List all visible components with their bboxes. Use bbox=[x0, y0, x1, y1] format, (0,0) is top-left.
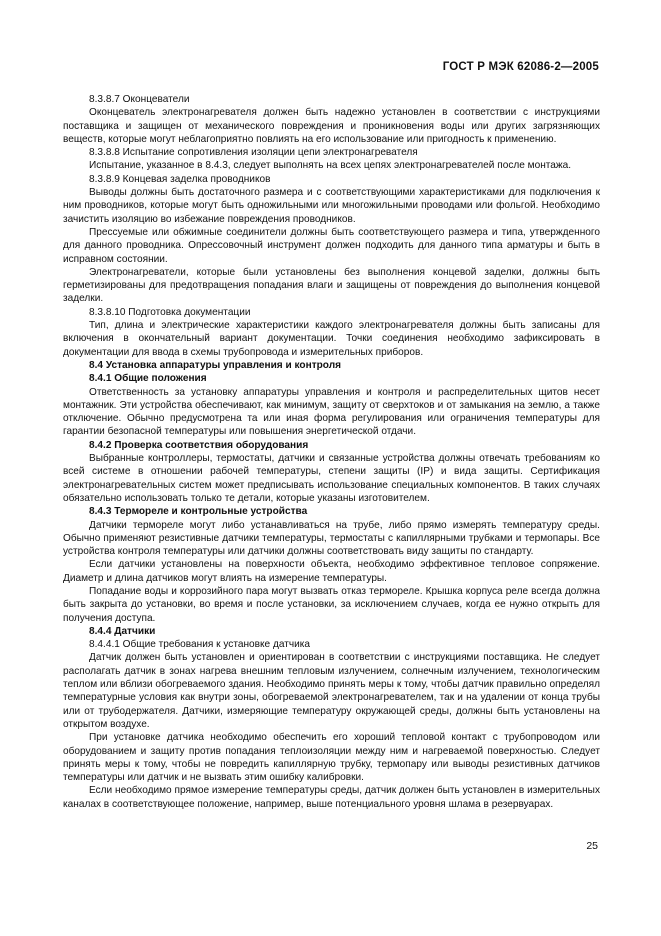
section-heading: 8.4.2 Проверка соответствия оборудования bbox=[89, 439, 309, 451]
body-paragraph: Выбранные контроллеры, термостаты, датчики и связанные устройства должны отвечать требованиям ко всей системе в отношении рабочей температуры, степени защиты (IP) и вида защиты. Сертификация электронагревательных систем может предписывать использование специальных компонентов. В таких случаях обязательно использовать только те детали, которые указаны изготовителем. bbox=[63, 453, 600, 504]
section-heading: 8.4.3 Термореле и контрольные устройства bbox=[89, 506, 308, 518]
subsection-heading: 8.3.8.10 Подготовка документации bbox=[89, 306, 251, 318]
section-heading: 8.4 Установка аппаратуры управления и контроля bbox=[89, 359, 342, 371]
document-header: ГОСТ Р МЭК 62086-2—2005 bbox=[442, 61, 599, 73]
document-body bbox=[63, 93, 600, 811]
body-paragraph: Попадание воды и коррозийного пара могут вызвать отказ термореле. Крышка корпуса реле всегда должна быть закрыта до установки, во время и после установки, за исключением случаев, когда ее нужно открыть для получения доступа. bbox=[63, 585, 600, 624]
subsection-heading: 8.3.8.9 Концевая заделка проводников bbox=[89, 173, 271, 185]
body-paragraph: Тип, длина и электрические характеристики каждого электронагревателя должны быть записаны для включения в окончательный вариант документации. Точки соединения необходимо зафиксировать в документации для ввода в схемы трубопровода и измерительных приборов. bbox=[63, 320, 600, 358]
body-paragraph: Испытание, указанное в 8.4.3, следует выполнять на всех цепях электронагревателей после монтажа. bbox=[89, 160, 572, 172]
body-paragraph: Ответственность за установку аппаратуры управления и контроля и распределительных щитов несет монтажник. Эти устройства обеспечивают, как минимум, защиту от сверхтоков и от замыкания на землю, а также отключение. Обычно предусмотрена та или иная форма регулирования или ограничения температуры для гарантии безопасной температуры или повышения энергетической отдачи. bbox=[63, 386, 600, 438]
body-paragraph: Выводы должны быть достаточного размера и с соответствующими характеристиками для подключения к ним проводников, которые могут быть одножильными или многожильными проводами или фольгой. Необходимо зачистить изоляцию во избежание повреждения проводников. bbox=[63, 187, 600, 225]
body-paragraph: Прессуемые или обжимные соединители должны быть соответствующего размера и типа, утвержденного для данного проводника. Опрессовочный инструмент должен подходить для данного типа арматуры и быть в исправном состоянии. bbox=[63, 226, 600, 265]
subsection-heading: 8.3.8.7 Оконцеватели bbox=[89, 94, 190, 105]
body-paragraph: Если необходимо прямое измерение температуры среды, датчик должен быть установлен в измерительных каналах в соответствующее положение, например, выше потенциального уровня шлама в резервуарах. bbox=[63, 785, 600, 810]
page-number: 25 bbox=[586, 840, 598, 852]
body-paragraph: Электронагреватели, которые были установлены без выполнения концевой заделки, должны быть герметизированы для предотвращения попадания влаги и защищены от повреждения до выполнения концевой заделки. bbox=[63, 266, 600, 305]
subsection-heading: 8.4.4.1 Общие требования к установке датчика bbox=[89, 639, 311, 651]
body-paragraph: При установке датчика необходимо обеспечить его хороший тепловой контакт с трубопроводом или оборудованием и защиту против попадания теплоизоляции между ним и нагреваемой поверхностью. Следует принять меры к тому, чтобы не повредить капиллярную трубку, термопару или выводы резистивных датчиков температуры или датчик и не вызвать этим ошибку калибровки. bbox=[63, 732, 600, 784]
body-paragraph: Датчики термореле могут либо устанавливаться на трубе, либо прямо измерять температуру среды. Обычно применяют резистивные датчики температуры, термостаты с капиллярными трубками и термопары. Все устройства контроля температуры или датчики должны соответствовать виду защиты по стандарту. bbox=[63, 519, 600, 558]
subsection-heading: 8.3.8.8 Испытание сопротивления изоляции цепи электронагревателя bbox=[89, 147, 418, 159]
body-paragraph: Оконцеватель электронагревателя должен быть надежно установлен в соответствии с инструкциями поставщика и защищен от механического повреждения и проникновения воды или других загрязняющих веществ, которые могут неблагоприятно повлиять на его использование или пригодность к применению. bbox=[63, 107, 600, 145]
body-paragraph: Датчик должен быть установлен и ориентирован в соответствии с инструкциями поставщика. Не следует располагать датчик в зонах нагрева внешним тепловым излучением, солнечным излучением, технологическим теплом или вблизи обогреваемого здания. Необходимо принять меры к тому, чтобы датчик правильно определял температурные условия как внутри зоны, обогреваемой электронагревателем, так и на удалении от конца трубы или от трубодержателя. Датчики, измеряющие температуру окружающей среды, должны быть установлены на открытом воздухе. bbox=[63, 652, 600, 730]
section-heading: 8.4.1 Общие положения bbox=[89, 373, 207, 385]
body-paragraph: Если датчики установлены на поверхности объекта, необходимо эффективное тепловое сопряжение. Диаметр и длина датчиков могут влиять на измерение температуры. bbox=[63, 559, 600, 584]
section-heading: 8.4.4 Датчики bbox=[89, 625, 156, 637]
